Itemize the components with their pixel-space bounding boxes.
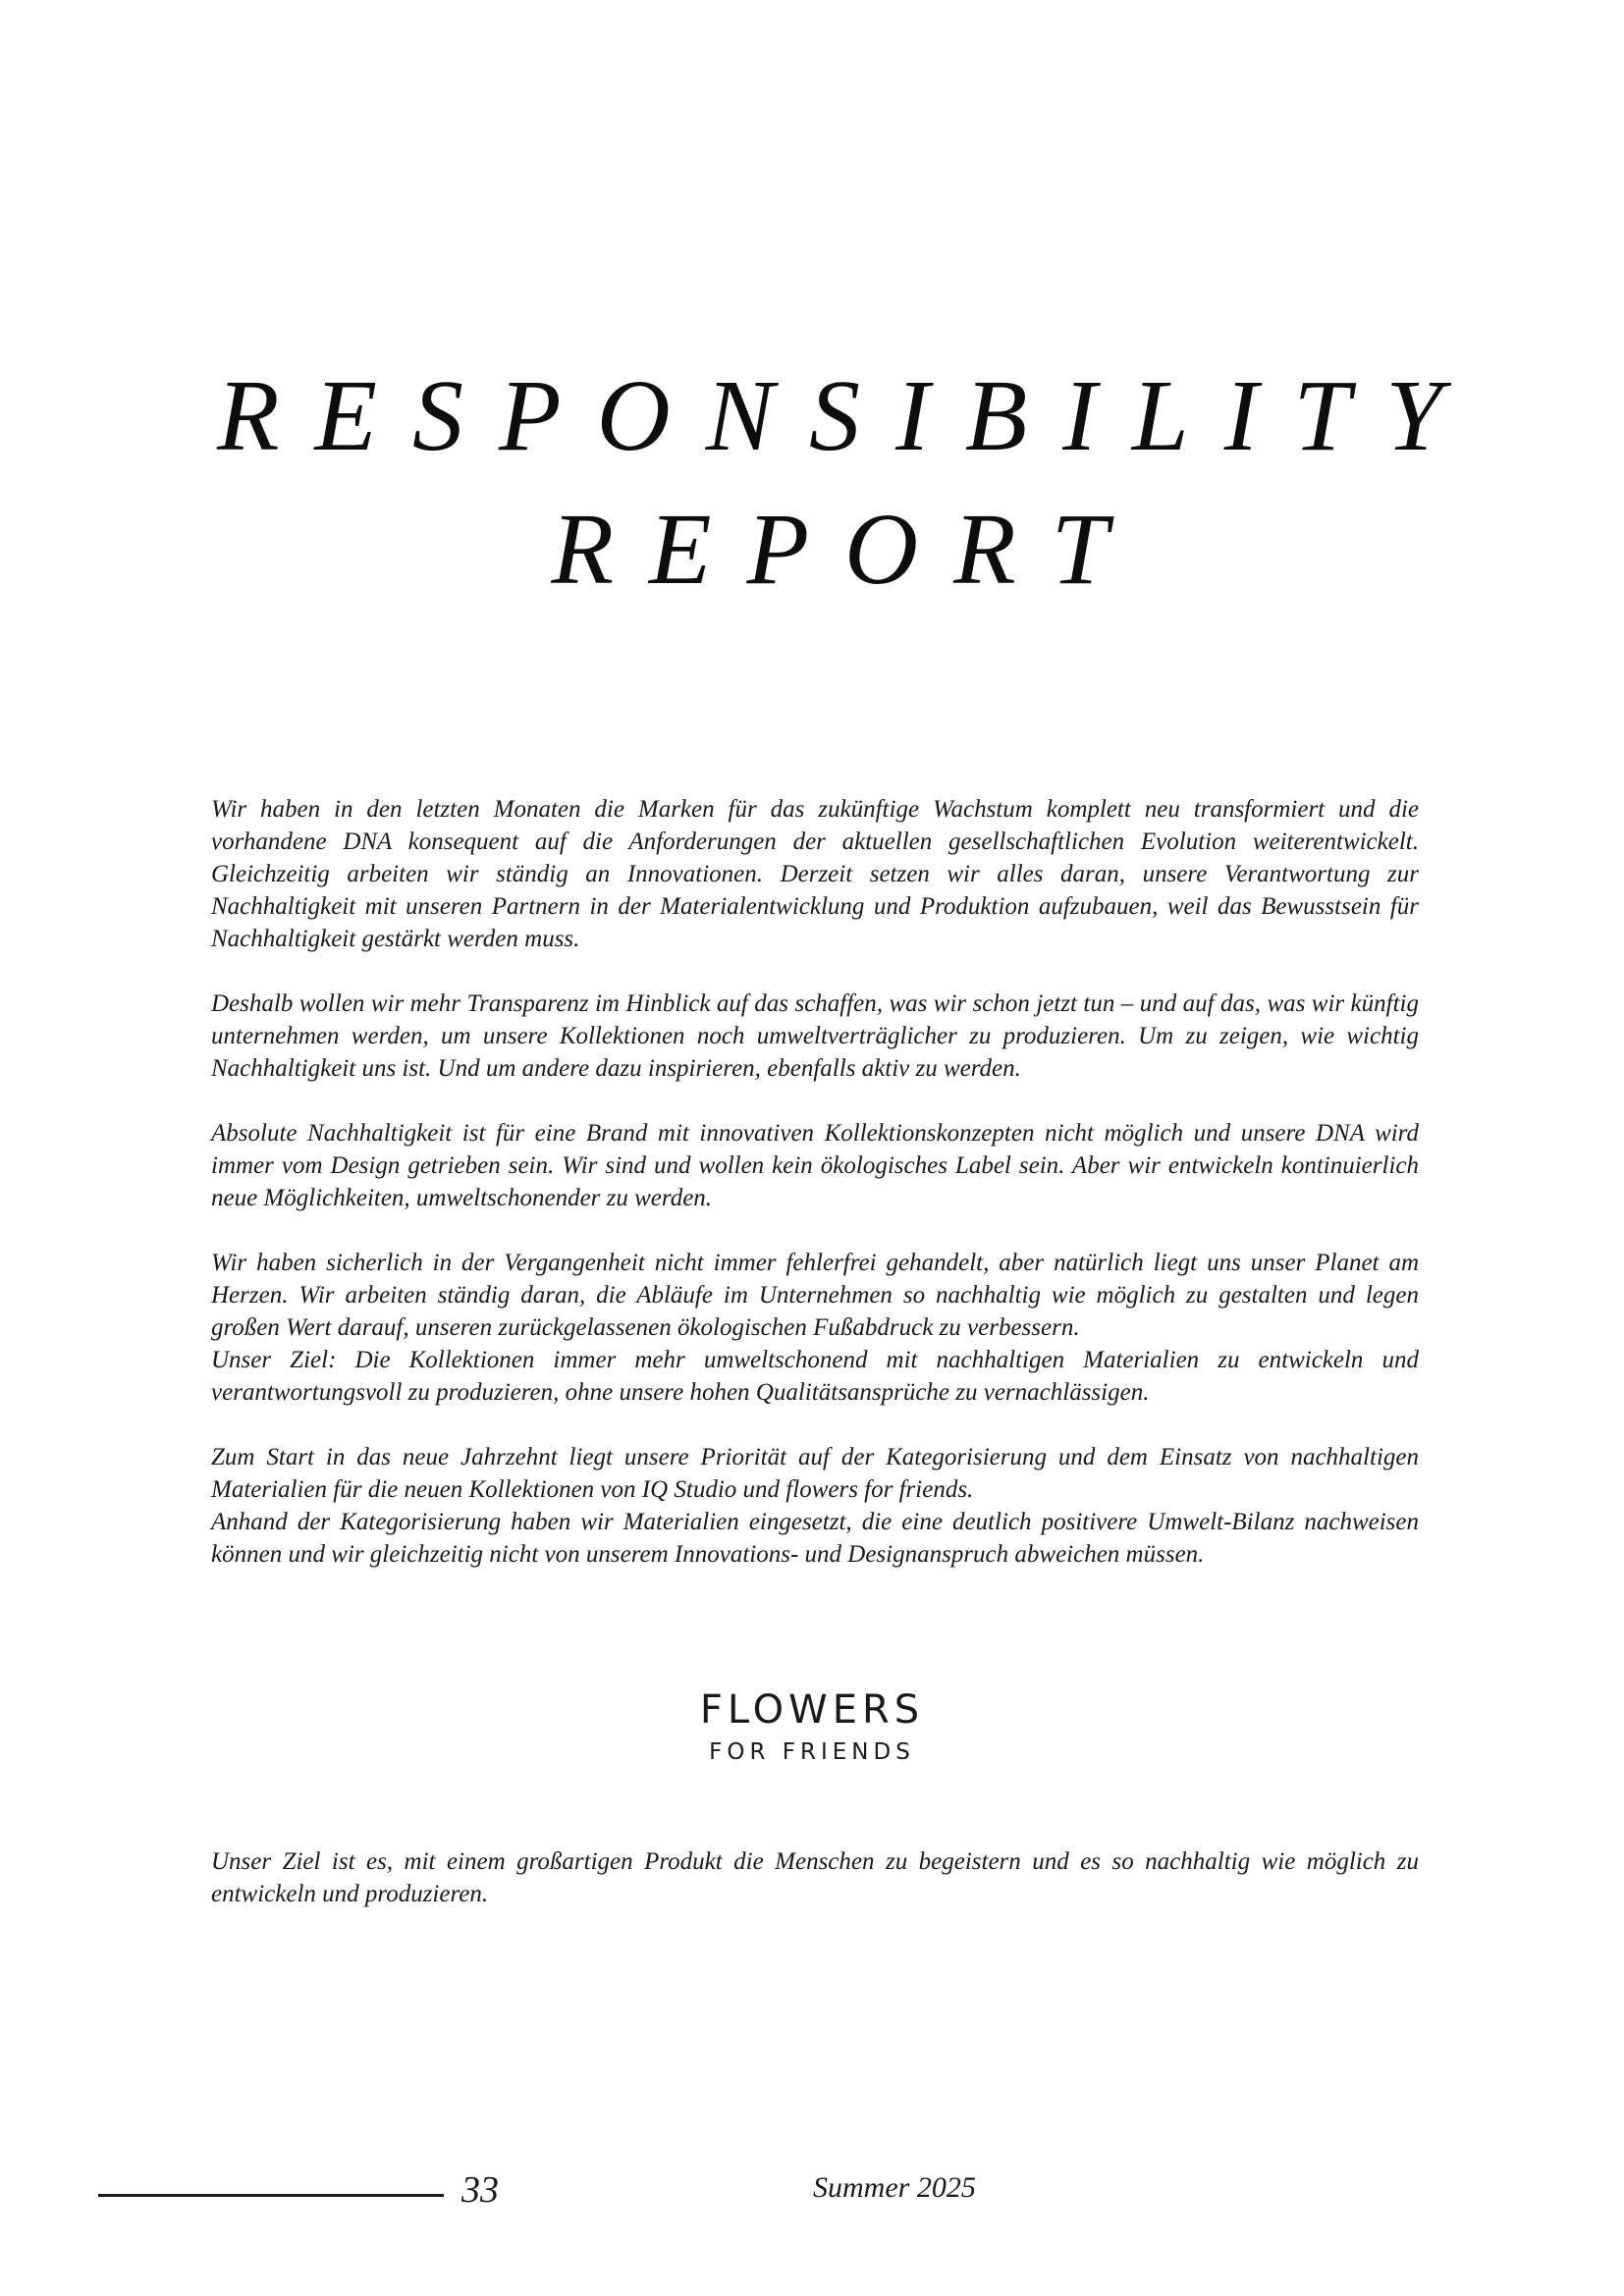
paragraph-4-part-1: Wir haben sicherlich in der Vergangenheit nicht immer fehlerfrei gehandelt, aber natürlich liegt uns unser Planet am Herzen. Wir arbeiten ständig daran, die Abläufe im Unternehmen so nachhaltig wie möglich zu gestalten und legen großen Wert darauf, unseren zurückgelassenen ökologischen Fußabdruck zu verbessern. (211, 1250, 1419, 1341)
logo-sub-text: FOR FRIENDS (709, 1739, 915, 1765)
flowers-for-friends-logo (0, 1687, 1624, 1765)
page-number: 33 (461, 2169, 499, 2211)
body-text (211, 793, 1419, 1603)
paragraph-4 (211, 1247, 1419, 1409)
paragraph-2: Deshalb wollen wir mehr Transparenz im Hinblick auf das schaffen, was wir schon jetzt tun – und auf das, was wir künftig unternehmen werden, um unsere Kollektionen noch umweltverträglicher zu produzieren. Um zu zeigen, wie wichtig Nachhaltigkeit uns ist. Und um andere dazu inspirieren, ebenfalls aktiv zu werden. (211, 990, 1419, 1082)
paragraph-3: Absolute Nachhaltigkeit ist für eine Brand mit innovativen Kollektionskonzepten nicht möglich und unsere DNA wird immer vom Design getrieben sein. Wir sind und wollen kein ökologisches Label sein. Aber wir entwickeln kontinuierlich neue Möglichkeiten, umweltschonender zu werden. (211, 1120, 1419, 1211)
report-title-line-2: REPORT (551, 493, 1144, 606)
paragraph-4-part-2: Unser Ziel: Die Kollektionen immer mehr umweltschonend mit nachhaltigen Materialien zu entwickeln und verantwortungsvoll zu produzieren, ohne unsere hohen Qualitätsansprüche zu vernachlässigen. (211, 1347, 1419, 1406)
footer-divider (98, 2194, 444, 2197)
closing-paragraph: Unser Ziel ist es, mit einem großartigen Produkt die Menschen zu begeistern und es so nachhaltig wie möglich zu entwickeln und produzieren. (211, 1848, 1419, 1907)
logo-main-text: FLOWERS (699, 1687, 925, 1733)
paragraph-5-part-1: Zum Start in das neue Jahrzehnt liegt unsere Priorität auf der Kategorisierung und dem Einsatz von nachhaltigen Materialien für die neuen Kollektionen von IQ Studio und flowers for friends. (211, 1444, 1419, 1503)
paragraph-5 (211, 1441, 1419, 1571)
paragraph-5-part-2: Anhand der Kategorisierung haben wir Materialien eingesetzt, die eine deutlich positivere Umwelt-Bilanz nachweisen können und wir gleichzeitig nicht von unserem Innovations- und Designanspruch abweichen müssen. (211, 1509, 1419, 1568)
issue-label: Summer 2025 (813, 2171, 976, 2204)
report-title-line-1: RESPONSIBILITY (217, 359, 1478, 472)
paragraph-1: Wir haben in den letzten Monaten die Marken für das zukünftige Wachstum komplett neu transformiert und die vorhandene DNA konsequent auf die Anforderungen der aktuellen gesellschaftlichen Evolution weiterentwickelt. Gleichzeitig arbeiten wir ständig an Innovationen. Derzeit setzen wir alles daran, unsere Verantwortung zur Nachhaltigkeit mit unseren Partnern in der Materialentwicklung und Produktion aufzubauen, weil das Bewusstsein für Nachhaltigkeit gestärkt werden muss. (211, 796, 1419, 952)
